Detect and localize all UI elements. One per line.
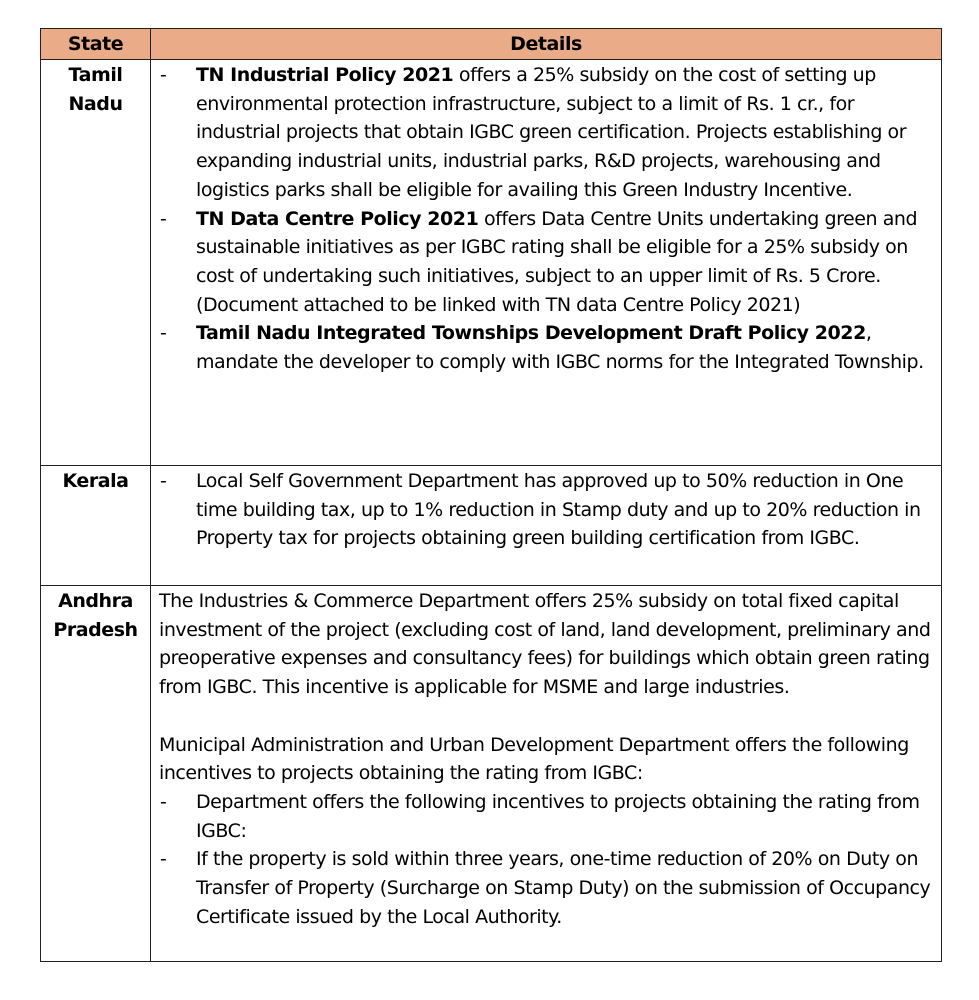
state-cell bbox=[41, 586, 151, 962]
dash-bullet: - bbox=[160, 790, 167, 813]
policy-name: TN Data Centre Policy 2021 bbox=[196, 207, 479, 230]
state-name-line: Pradesh bbox=[53, 618, 138, 641]
dash-bullet: - bbox=[160, 470, 167, 492]
list-item bbox=[159, 61, 933, 205]
details-cell bbox=[151, 60, 942, 466]
details-cell bbox=[151, 586, 942, 962]
dash-bullet: - bbox=[160, 207, 167, 230]
paragraph: The Industries & Commerce Department offers 25% subsidy on total fixed capital investment of the project (excluding cost of land, land development, preliminary and preoperative expenses and consultancy fees) for buildings which obtain green rating from IGBC. This incentive is applicable for MSME and large industries. bbox=[159, 590, 931, 699]
state-name-line: Kerala bbox=[62, 470, 129, 492]
dash-bullet: - bbox=[160, 848, 167, 871]
table-row-kerala bbox=[41, 466, 942, 586]
table-row-andhra-pradesh bbox=[41, 586, 942, 962]
state-incentives-table bbox=[40, 28, 942, 962]
paragraph: Municipal Administration and Urban Development Department offers the following incentives to projects obtaining the rating from IGBC: bbox=[159, 733, 909, 785]
list-item bbox=[159, 205, 933, 320]
policy-description: offers Data Centre Units undertaking green and sustainable initiatives as per IGBC rating shall be eligible for a 25% subsidy on cost of undertaking such initiatives, subject to an upper limit of Rs. 5 Crore. (Document attached to be linked with TN data Centre Policy 2021) bbox=[196, 207, 918, 316]
policy-name: TN Industrial Policy 2021 bbox=[196, 64, 454, 86]
header-state: State bbox=[41, 29, 151, 60]
list-item bbox=[159, 845, 933, 931]
dash-bullet: - bbox=[160, 322, 167, 345]
details-cell bbox=[151, 466, 942, 586]
table-header-row bbox=[41, 29, 942, 60]
incentive-description: If the property is sold within three years, one-time reduction of 20% on Duty on Transfer of Property (Surcharge on Stamp Duty) on the submission of Occupancy Certificate issued by the Local Authority. bbox=[196, 848, 931, 928]
state-name-line: Andhra bbox=[58, 590, 133, 612]
list-item bbox=[159, 788, 933, 845]
table-row-tamil-nadu bbox=[41, 60, 942, 466]
state-name-line: Tamil bbox=[68, 64, 123, 86]
blank-line bbox=[159, 702, 933, 731]
list-item bbox=[159, 319, 933, 376]
incentive-description: Department offers the following incentives to projects obtaining the rating from IGBC: bbox=[196, 790, 920, 842]
header-details: Details bbox=[151, 29, 942, 60]
state-cell bbox=[41, 466, 151, 586]
policy-description: , mandate the developer to comply with IGBC norms for the Integrated Township. bbox=[196, 322, 924, 374]
incentive-description: Local Self Government Department has approved up to 50% reduction in One time building tax, up to 1% reduction in Stamp duty and up to 20% reduction in Property tax for projects obtaining green building certification from IGBC. bbox=[196, 470, 921, 550]
dash-bullet: - bbox=[160, 64, 167, 86]
state-cell bbox=[41, 60, 151, 466]
state-name-line: Nadu bbox=[68, 92, 123, 115]
policy-name: Tamil Nadu Integrated Townships Development Draft Policy 2022 bbox=[196, 322, 866, 345]
policy-description: offers a 25% subsidy on the cost of setting up environmental protection infrastructure, subject to a limit of Rs. 1 cr., for industrial projects that obtain IGBC green certification. Projects establishing or expanding industrial units, industrial parks, R&D projects, warehousing and logistics parks shall be eligible for availing this Green Industry Incentive. bbox=[196, 64, 907, 201]
list-item bbox=[159, 467, 933, 553]
